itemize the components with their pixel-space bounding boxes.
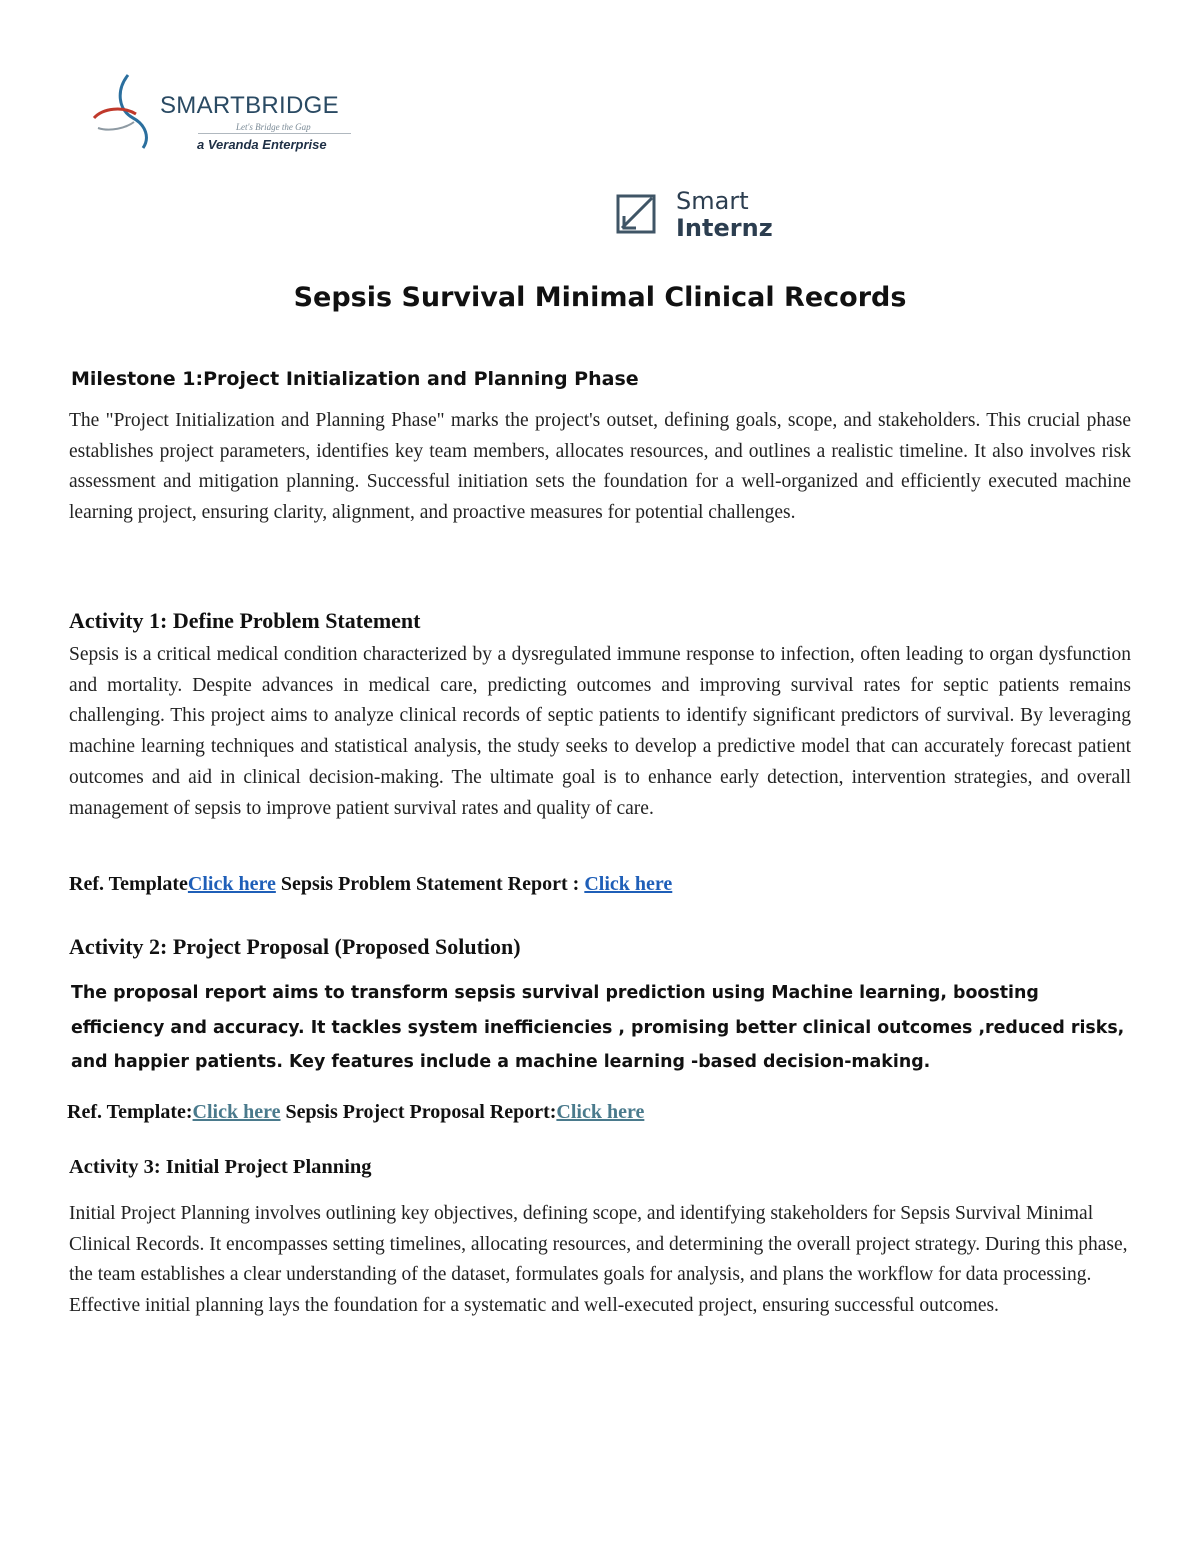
activity1-paragraph: Sepsis is a critical medical condition characterized by a dysregulated immune response to infection, often leading to organ dysfunction and mortality. Despite advances in medical care, predicting outcomes and improving survival rates for septic patients remains challenging. This project aims to analyze clinical records of septic patients to identify significant predictors of survival. By leveraging machine learning techniques and statistical analysis, the study seeks to develop a predictive model that can accurately forecast patient outcomes and aid in clinical decision-making. The ultimate goal is to enhance early detection, intervention strategies, and overall management of sepsis to improve patient survival rates and quality of care. [69, 644, 1131, 819]
smartbridge-subtitle: a Veranda Enterprise [197, 137, 327, 152]
smartbridge-divider [198, 133, 351, 134]
activity2-heading: Activity 2: Project Proposal (Proposed Solution) [69, 934, 521, 959]
activity2-ref-label: Ref. Template: [67, 1101, 193, 1123]
smartbridge-tagline: Let's Bridge the Gap [236, 122, 311, 132]
activity1-ref-middle: Sepsis Problem Statement Report : [275, 873, 585, 895]
activity2-template-link[interactable]: Click here [192, 1101, 281, 1123]
smartinternz-line1: Smart [676, 187, 749, 215]
activity2-report-link[interactable]: Click here [556, 1101, 645, 1123]
smartbridge-logo [88, 70, 368, 160]
activity1-ref-line [69, 873, 672, 896]
smartinternz-mark-icon [612, 186, 668, 242]
smartbridge-swirl-icon [88, 70, 168, 155]
activity2-ref-middle: Sepsis Project Proposal Report: [280, 1101, 557, 1123]
smartbridge-wordmark: SMARTBRIDGE [160, 92, 339, 119]
smartinternz-line2: Internz [676, 214, 773, 242]
activity2-paragraph: The proposal report aims to transform sepsis survival prediction using Machine learning, boosting efficiency and accuracy. It tackles system inefficiencies , promising better clinical outcomes ,reduced risks, and happier patients. Key features include a machine learning -based decision-making. [71, 983, 1125, 1072]
document-title: Sepsis Survival Minimal Clinical Records [293, 282, 907, 313]
milestone-heading: Milestone 1:Project Initialization and Planning Phase [71, 368, 639, 390]
activity1-report-link[interactable]: Click here [584, 873, 673, 895]
milestone-paragraph: The "Project Initialization and Planning Phase" marks the project's outset, defining goals, scope, and stakeholders. This crucial phase establishes project parameters, identifies key team members, allocates resources, and outlines a realistic timeline. It also involves risk assessment and mitigation planning. Successful initiation sets the foundation for a well-organized and efficiently executed machine learning project, ensuring clarity, alignment, and proactive measures for potential challenges. [69, 410, 1131, 524]
activity3-heading: Activity 3: Initial Project Planning [69, 1156, 372, 1178]
smartinternz-logo [612, 186, 792, 246]
activity3-paragraph: Initial Project Planning involves outlining key objectives, defining scope, and identifying stakeholders for Sepsis Survival Minimal Clinical Records. It encompasses setting timelines, allocating resources, and determining the overall project strategy. During this phase, the team establishes a clear understanding of the dataset, formulates goals for analysis, and plans the workflow for data processing. Effective initial planning lays the foundation for a systematic and well-executed project, ensuring successful outcomes. [69, 1203, 1128, 1317]
activity1-ref-label: Ref. Template [69, 873, 188, 895]
activity2-ref-line [67, 1101, 644, 1124]
activity1-heading: Activity 1: Define Problem Statement [69, 608, 421, 633]
activity1-template-link[interactable]: Click here [187, 873, 276, 895]
